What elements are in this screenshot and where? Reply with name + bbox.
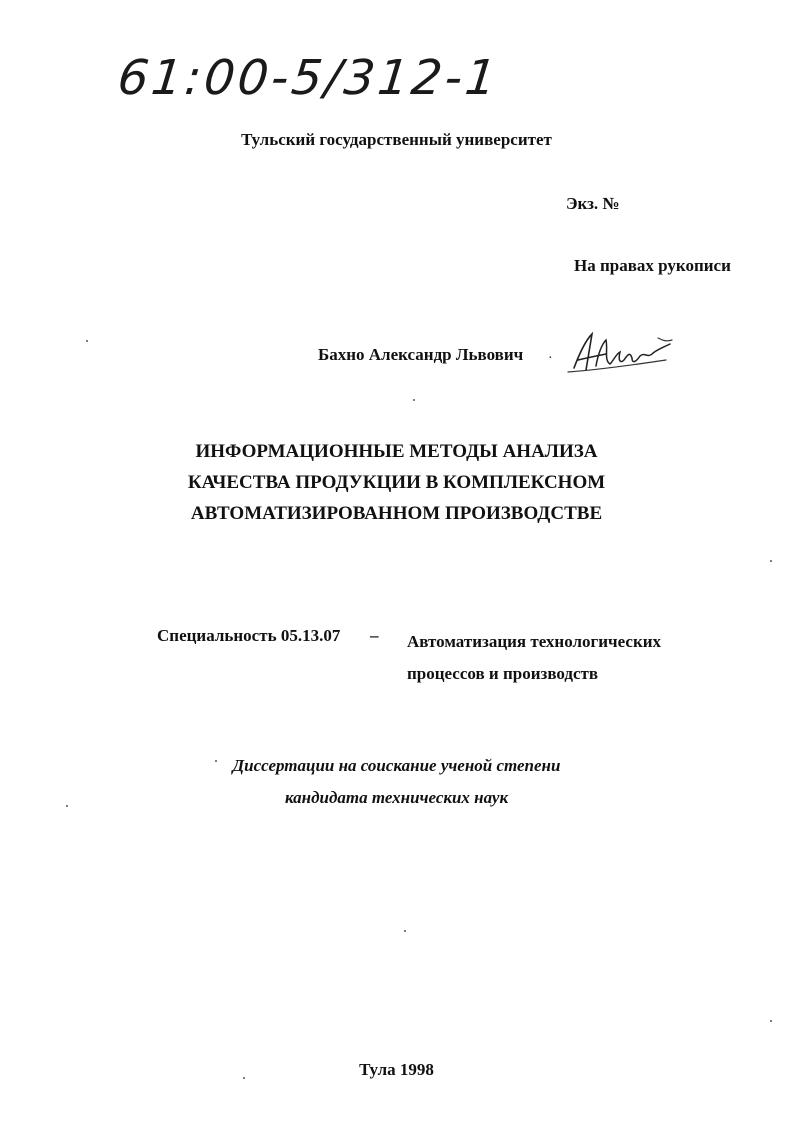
degree-line: Диссертации на соискание ученой степени bbox=[232, 756, 561, 775]
scan-speck bbox=[66, 805, 68, 807]
dissertation-title bbox=[0, 436, 793, 529]
handwritten-shelfmark: 61:00-5/312-1 bbox=[115, 50, 502, 106]
copy-number-label: Экз. № bbox=[566, 194, 620, 213]
scan-speck bbox=[86, 340, 88, 342]
scan-speck bbox=[215, 760, 217, 762]
author-signature bbox=[566, 330, 676, 378]
scan-speck bbox=[770, 1020, 772, 1022]
title-line: ИНФОРМАЦИОННЫЕ МЕТОДЫ АНАЛИЗА bbox=[195, 441, 598, 462]
degree-statement bbox=[0, 750, 793, 814]
scan-speck bbox=[770, 560, 772, 562]
specialty-dash: – bbox=[370, 626, 379, 645]
specialty-label: Специальность 05.13.07 bbox=[157, 626, 341, 645]
title-line: КАЧЕСТВА ПРОДУКЦИИ В КОМПЛЕКСНОМ bbox=[187, 472, 606, 493]
title-line: АВТОМАТИЗИРОВАННОМ ПРОИЗВОДСТВЕ bbox=[190, 503, 603, 524]
specialty-value bbox=[407, 626, 661, 690]
scan-speck bbox=[413, 399, 415, 401]
university-name: Тульский государственный университет bbox=[241, 130, 552, 149]
author-separator: · bbox=[548, 351, 553, 366]
author-name: Бахно Александр Львович bbox=[318, 345, 524, 364]
specialty-value-line: процессов и производств bbox=[407, 664, 599, 683]
manuscript-rights-note: На правах рукописи bbox=[574, 256, 731, 275]
scan-speck bbox=[243, 1077, 245, 1079]
scan-speck bbox=[404, 930, 406, 932]
degree-line: кандидата технических наук bbox=[284, 788, 509, 807]
city-year-footer: Тула 1998 bbox=[359, 1060, 434, 1079]
specialty-value-line: Автоматизация технологических bbox=[407, 632, 662, 651]
